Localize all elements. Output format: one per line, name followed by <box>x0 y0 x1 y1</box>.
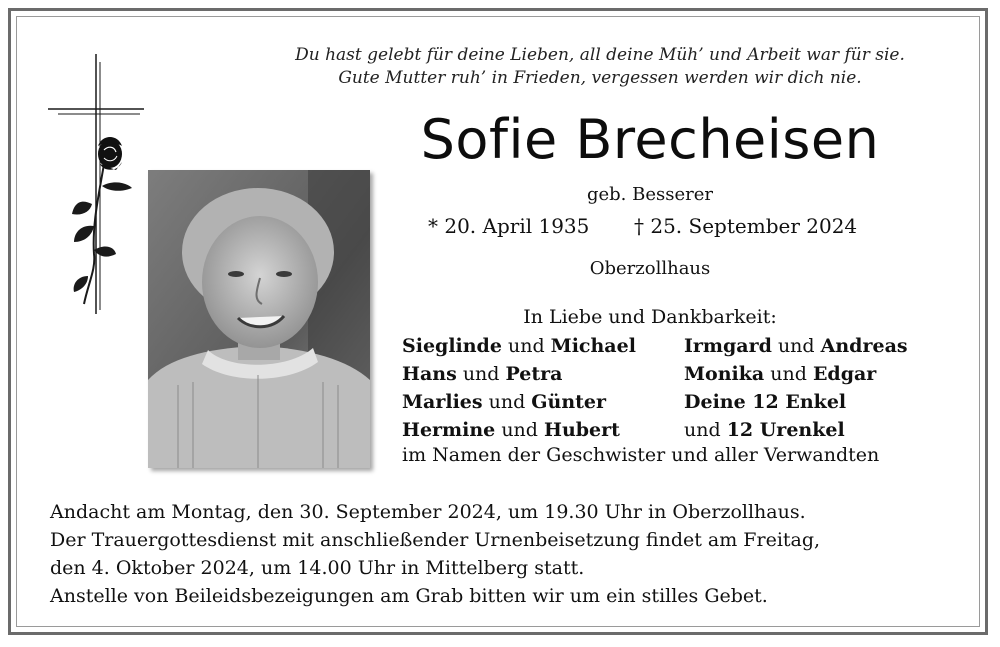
mourner-name: Irmgard <box>684 335 772 357</box>
cross-with-rose-icon <box>44 54 154 316</box>
service-line-3: den 4. Oktober 2024, um 14.00 Uhr in Mittelberg statt. <box>50 557 585 579</box>
verse-line-2: Gute Mutter ruh’ in Frieden, vergessen werden wir dich nie. <box>338 68 862 88</box>
mourner-name: Michael <box>550 335 636 357</box>
mourners-intro: In Liebe und Dankbarkeit: <box>523 306 777 328</box>
mourner-row <box>684 332 908 360</box>
mourner-row <box>402 332 636 360</box>
mourner-name: Monika <box>684 363 765 385</box>
service-line-4: Anstelle von Beileidsbezeigungen am Grab bitten wir um ein stilles Gebet. <box>50 585 768 607</box>
mourner-row <box>402 360 562 388</box>
mourner-conj: und <box>501 335 551 357</box>
portrait-photo <box>148 170 370 468</box>
birth-date: * 20. April 1935 <box>428 214 590 238</box>
verse-line-1: Du hast gelebt für deine Lieben, all deine Müh’ und Arbeit war für sie. <box>295 45 905 65</box>
hometown: Oberzollhaus <box>589 258 711 279</box>
mourner-name: Hans <box>402 363 457 385</box>
service-line-2: Der Trauergottesdienst mit anschließender Urnenbeisetzung findet am Freitag, <box>50 529 821 551</box>
grandchildren: Deine 12 Enkel <box>684 391 847 413</box>
mourner-row <box>684 388 846 416</box>
mourner-name: Hermine <box>402 419 496 441</box>
mourner-name: Edgar <box>812 363 877 385</box>
mourner-conj: und <box>684 419 727 441</box>
mourner-conj: und <box>764 363 813 385</box>
deceased-name: Sofie Brecheisen <box>420 108 880 171</box>
maiden-name: geb. Besserer <box>586 184 713 205</box>
mourner-name: Andreas <box>820 335 908 357</box>
mourner-conj: und <box>482 391 532 413</box>
mourner-name: Marlies <box>402 391 483 413</box>
mourner-row <box>684 360 876 388</box>
mourner-row <box>402 388 606 416</box>
mourner-name: Hubert <box>544 419 620 441</box>
mourner-name: Günter <box>531 391 607 413</box>
service-info <box>50 498 820 610</box>
mourner-conj: und <box>771 335 821 357</box>
death-date: † 25. September 2024 <box>634 214 858 238</box>
verse <box>280 44 920 90</box>
mourner-conj: und <box>495 419 544 441</box>
mourner-name: Petra <box>505 363 563 385</box>
service-line-1: Andacht am Montag, den 30. September 2024, um 19.30 Uhr in Oberzollhaus. <box>50 501 806 523</box>
mourner-conj: und <box>456 363 506 385</box>
family-line: im Namen der Geschwister und aller Verwandten <box>402 444 880 466</box>
mourner-row <box>402 416 620 444</box>
great-grandchildren: 12 Urenkel <box>726 419 845 441</box>
mourner-name: Sieglinde <box>402 335 502 357</box>
mourner-row <box>684 416 845 444</box>
